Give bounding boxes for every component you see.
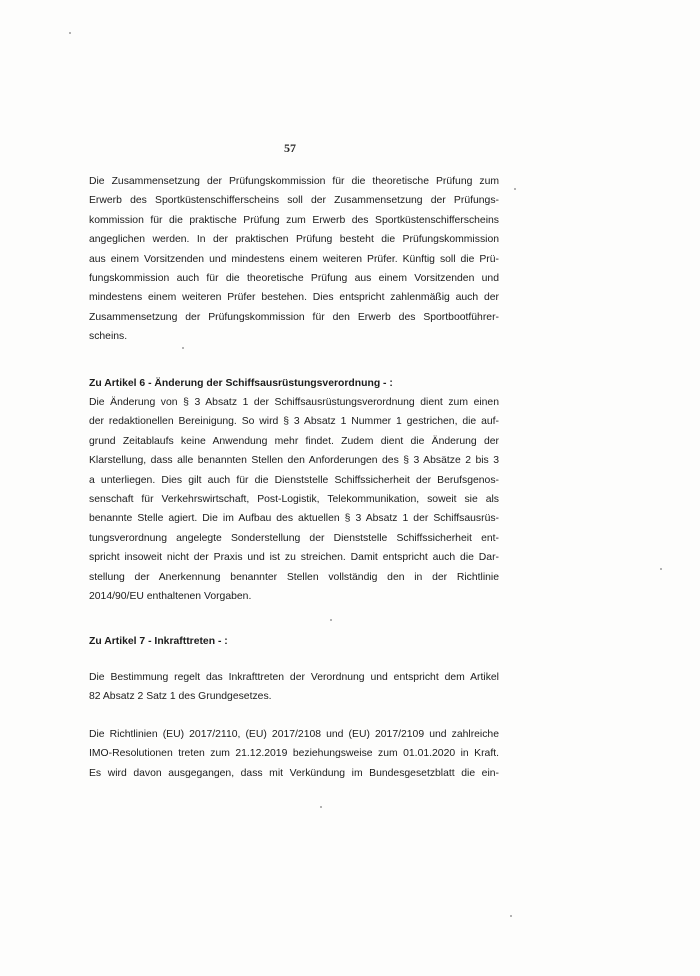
scan-speck — [182, 347, 184, 349]
heading-artikel-7: Zu Artikel 7 - Inkrafttreten - : — [89, 636, 228, 647]
page-number: 57 — [284, 141, 296, 155]
text-line: stellung der Anerkennung benannter Stellen vollständig den in der Richtlinie — [89, 571, 499, 583]
text-line: Die Zusammensetzung der Prüfungskommission für die theoretische Prüfung zum — [89, 176, 499, 187]
text-line: Die Bestimmung regelt das Inkrafttreten der Verordnung und entspricht dem Artikel — [89, 672, 499, 683]
scan-speck — [330, 619, 332, 621]
text-line: kommission für die praktische Prüfung zum Erwerb des Sportküstenschifferscheins — [89, 214, 499, 226]
text-line: Zusammensetzung der Prüfungskommission für den Erwerb des Sportbootführer- — [89, 311, 499, 323]
paragraph-pruefungskommission — [89, 172, 499, 347]
text-line: mindestens einem weiteren Prüfer bestehen. Dies entspricht zahlenmäßig auch der — [89, 292, 499, 304]
text-line: benannte Stelle agiert. Die im Aufbau des aktuellen § 3 Absatz 1 der Schiffsausrüs- — [89, 513, 499, 525]
text-line: Erwerb des Sportküstenschifferscheins soll der Zusammensetzung der Prüfungs- — [89, 195, 499, 207]
scan-speck — [320, 806, 322, 808]
scan-speck — [510, 915, 512, 917]
scan-speck — [514, 188, 516, 190]
text-line: grund Zeitablaufs keine Anwendung mehr findet. Zudem dient die Änderung der — [89, 435, 499, 447]
paragraph-inkrafttreten-1 — [89, 668, 499, 707]
text-line: Die Richtlinien (EU) 2017/2110, (EU) 2017/2108 und (EU) 2017/2109 und zahlreiche — [89, 729, 499, 740]
text-line: der redaktionellen Bereinigung. So wird § 3 Absatz 1 Nummer 1 gestrichen, die auf- — [89, 416, 499, 428]
text-line: IMO-Resolutionen treten zum 21.12.2019 beziehungsweise zum 01.01.2020 in Kraft. — [89, 748, 499, 760]
text-line: Klarstellung, dass alle benannten Stellen den Anforderungen des § 3 Absätze 2 bis 3 — [89, 455, 499, 467]
text-line: angeglichen werden. In der praktischen Prüfung besteht die Prüfungskommission — [89, 234, 499, 246]
text-line: tungsverordnung angelegte Sonderstellung der Dienststelle Schiffssicherheit ent- — [89, 532, 499, 544]
text-line: spricht insoweit nicht der Praxis und ist zu streichen. Damit entspricht auch die Dar- — [89, 552, 499, 564]
text-line: fungskommission auch für die theoretische Prüfung aus einem Vorsitzenden und — [89, 273, 499, 285]
text-line: scheins. — [89, 331, 128, 343]
text-line: aus einem Vorsitzenden und mindestens einem weiteren Prüfer. Künftig soll die Prü- — [89, 253, 499, 265]
text-line: 2014/90/EU enthaltenen Vorgaben. — [89, 591, 252, 603]
scan-speck — [69, 32, 71, 34]
text-line: a unterliegen. Dies gilt auch für die Dienststelle Schiffssicherheit der Berufsgenos- — [89, 474, 499, 486]
paragraph-inkrafttreten-2 — [89, 725, 499, 783]
text-line: 82 Absatz 2 Satz 1 des Grundgesetzes. — [89, 691, 272, 703]
text-line: senschaft für Verkehrswirtschaft, Post-Logistik, Telekommunikation, soweit sie als — [89, 494, 499, 506]
text-line: Es wird davon ausgegangen, dass mit Verkündung im Bundesgesetzblatt die ein- — [89, 767, 499, 779]
heading-artikel-6: Zu Artikel 6 - Änderung der Schiffsausrüstungsverordnung - : — [89, 378, 393, 389]
text-line: Die Änderung von § 3 Absatz 1 der Schiffsausrüstungsverordnung dient zum einen — [89, 397, 499, 408]
scan-speck — [660, 568, 662, 570]
paragraph-artikel-6 — [89, 393, 499, 606]
